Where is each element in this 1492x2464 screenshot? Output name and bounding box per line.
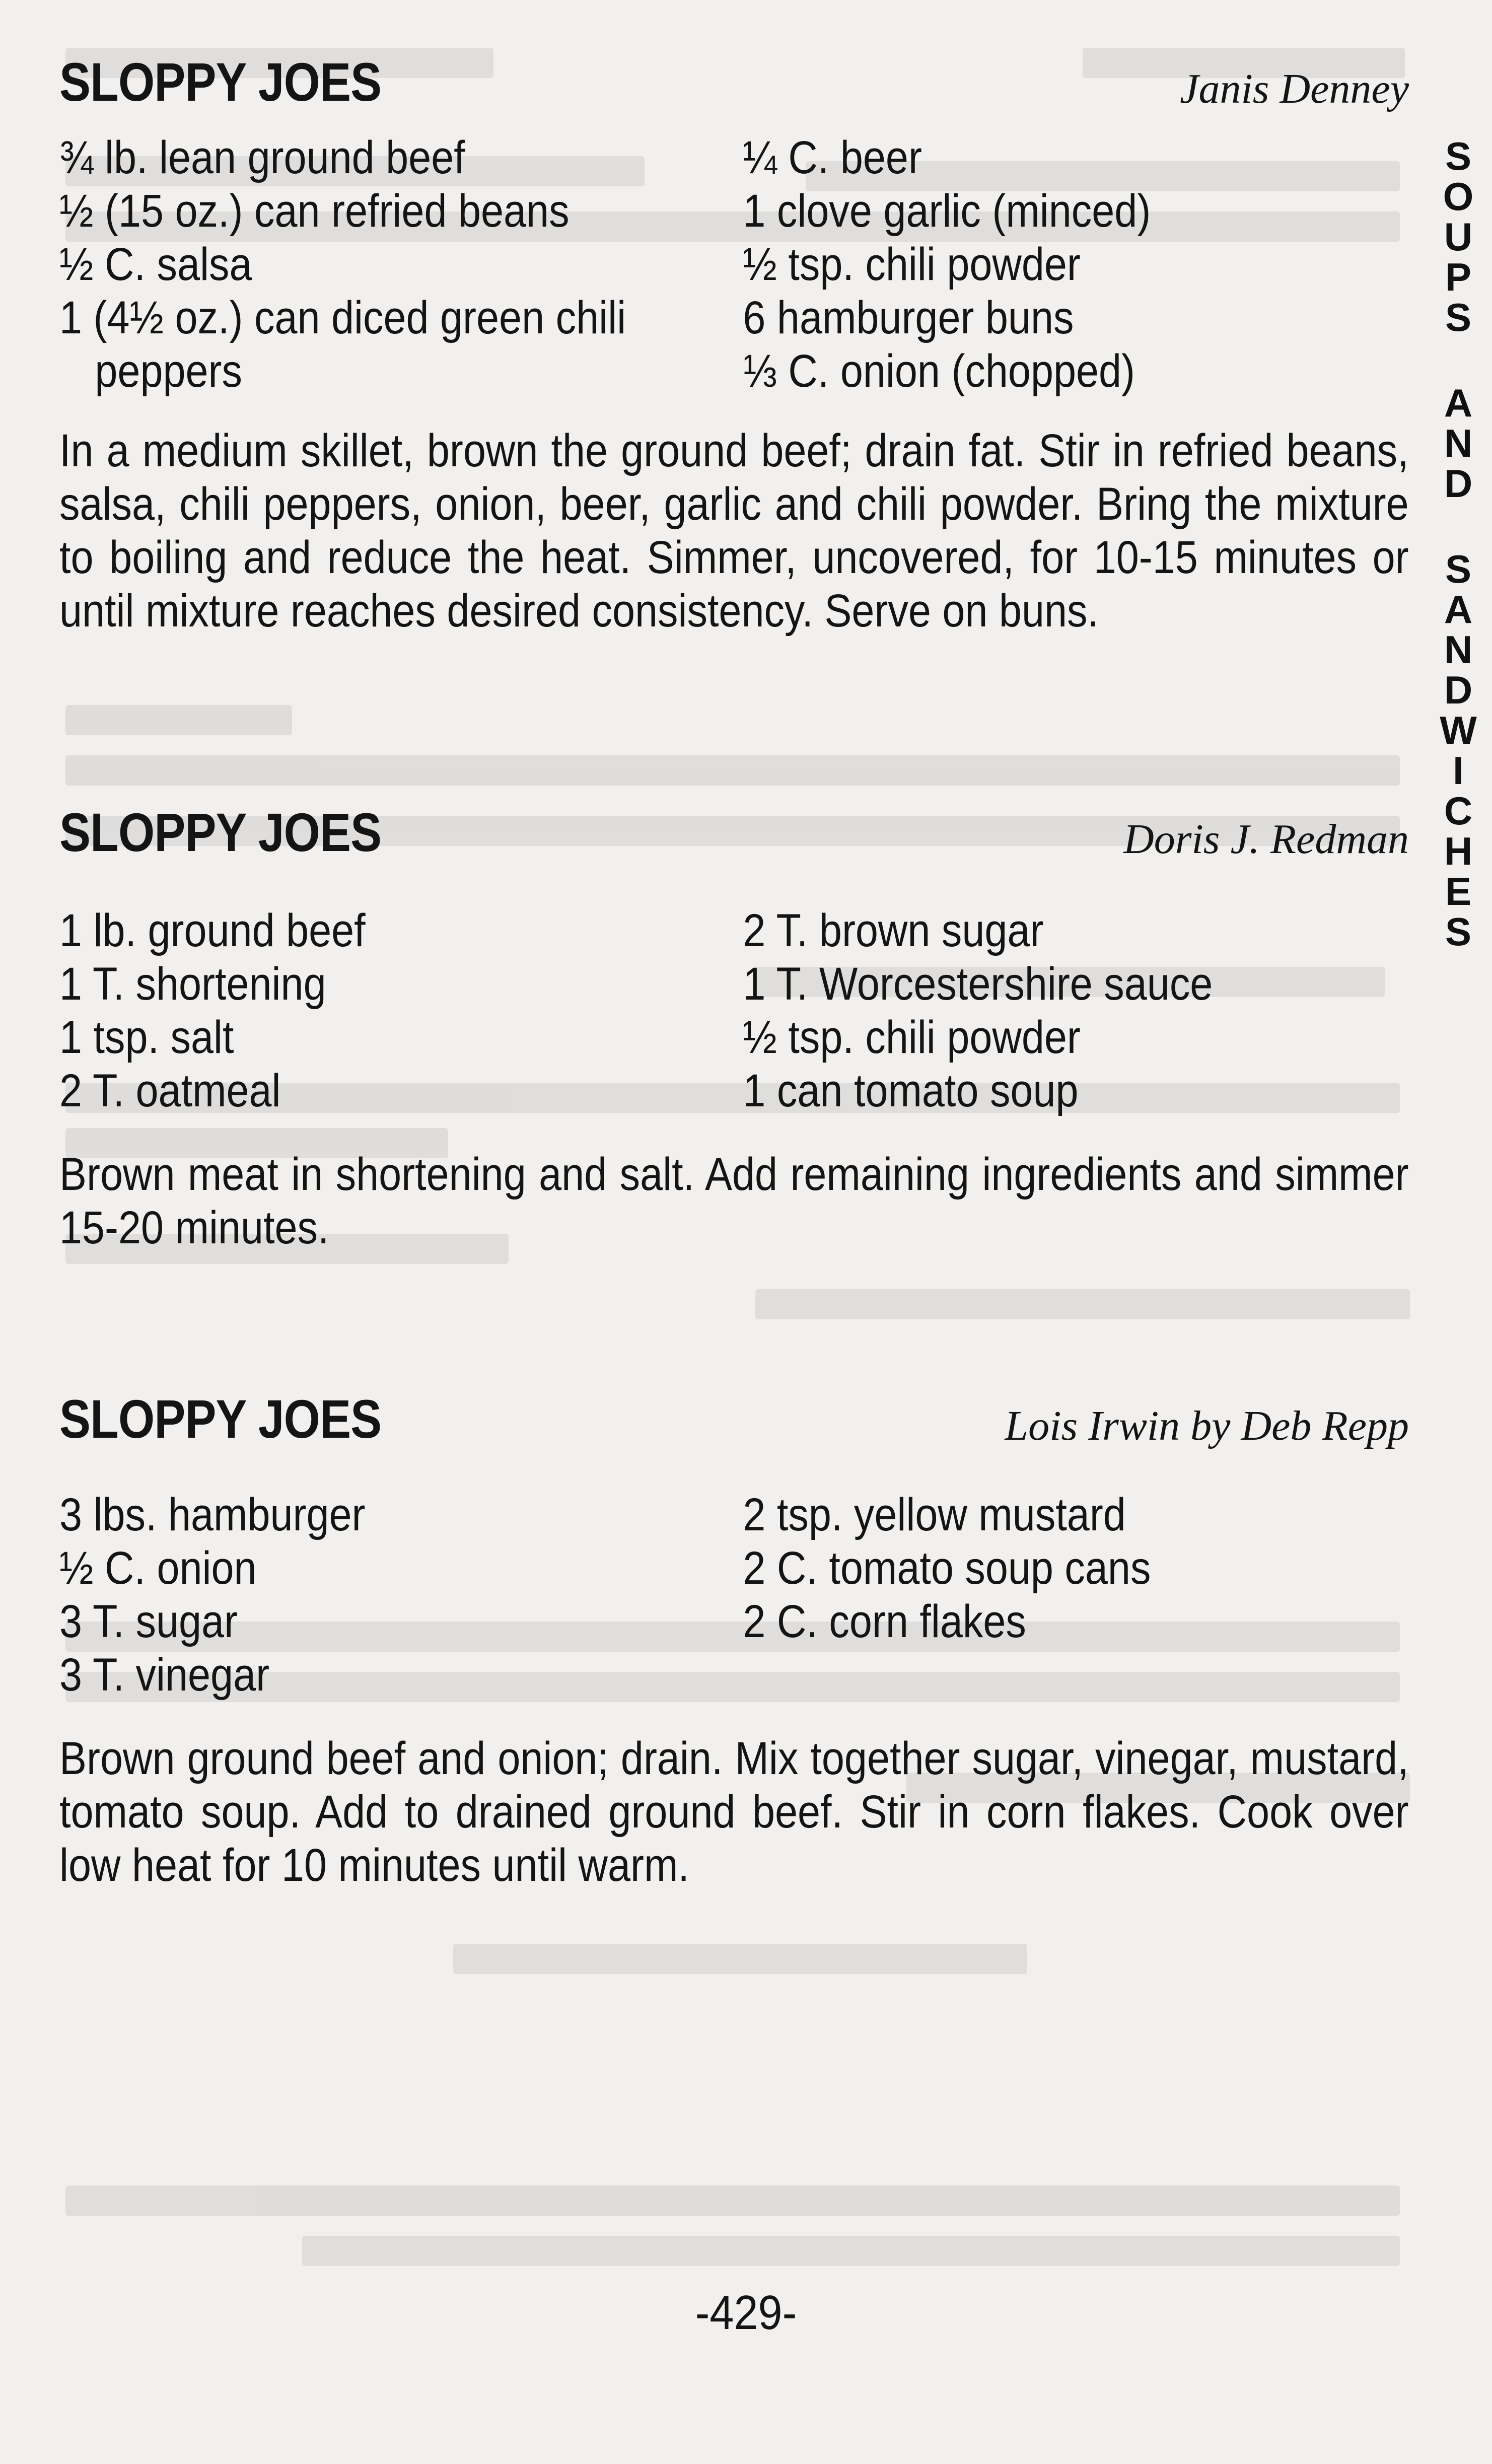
recipe-3 [59, 1387, 1409, 1938]
ingredient: ½ (15 oz.) can refried beans [59, 185, 570, 237]
section-tab-letter: N [1444, 627, 1473, 672]
section-tab-letter: D [1444, 668, 1473, 712]
page-number: -429- [695, 2286, 797, 2340]
ingredients-list [59, 904, 1409, 1117]
section-tab [1436, 136, 1481, 952]
ingredient: 1 T. shortening [59, 958, 326, 1010]
ingredient: 1 can tomato soup [743, 1065, 1079, 1116]
ingredients-column-right [743, 904, 1417, 1117]
section-tab-spacer [1436, 504, 1481, 549]
ingredients-list [59, 1488, 1409, 1702]
section-tab-letter: A [1444, 381, 1473, 425]
section-tab-letter: N [1444, 421, 1473, 465]
section-tab-letter: O [1443, 174, 1474, 219]
ingredient: ½ C. onion [59, 1542, 257, 1594]
section-tab-letter: E [1445, 869, 1472, 913]
ingredients-list [59, 131, 1409, 398]
ingredient: 3 lbs. hamburger [59, 1489, 366, 1540]
ingredient-continuation: peppers [95, 345, 242, 397]
ingredient: ⅓ C. onion (chopped) [743, 345, 1135, 397]
ingredient: 1 lb. ground beef [59, 905, 366, 956]
ingredient: 1 tsp. salt [59, 1012, 234, 1063]
ingredients-column-right [743, 131, 1417, 398]
section-tab-letter: S [1445, 909, 1472, 954]
ingredient: 1 T. Worcestershire sauce [743, 958, 1213, 1010]
recipe-directions: Brown meat in shortening and salt. Add remaining ingredients and simmer 15-20 minutes. [59, 1149, 1409, 1253]
recipe-title: SLOPPY JOES [59, 1388, 382, 1449]
ingredient: 3 T. sugar [59, 1596, 238, 1647]
section-tab-letter: C [1444, 789, 1473, 833]
section-tab-letter: S [1445, 134, 1472, 178]
recipe-author: Janis Denney [1180, 65, 1409, 112]
section-tab-letter: I [1453, 748, 1464, 793]
section-tab-letter: W [1440, 708, 1477, 752]
ingredients-column-left [59, 1488, 743, 1702]
recipe-title: SLOPPY JOES [59, 51, 382, 112]
ingredient [59, 291, 734, 398]
section-tab-letter: S [1445, 547, 1472, 591]
recipe-title: SLOPPY JOES [59, 802, 382, 863]
ingredient: ½ C. salsa [59, 239, 252, 290]
ingredient: ½ tsp. chili powder [743, 1012, 1081, 1063]
ingredient: 2 C. tomato soup cans [743, 1542, 1151, 1594]
section-tab-letter: S [1445, 295, 1472, 339]
section-tab-letter: H [1444, 829, 1473, 873]
ingredients-column-left [59, 904, 743, 1117]
recipe-header [59, 1387, 1409, 1488]
recipe-1 [59, 50, 1409, 684]
ingredient: ½ tsp. chili powder [743, 239, 1081, 290]
ingredient: 2 C. corn flakes [743, 1596, 1026, 1647]
ingredient: 3 T. vinegar [59, 1649, 270, 1701]
ingredient: ¾ lb. lean ground beef [59, 132, 465, 183]
ingredient: 2 tsp. yellow mustard [743, 1489, 1126, 1540]
recipe-header [59, 50, 1409, 131]
section-tab-letter: U [1444, 215, 1473, 259]
recipe-directions: Brown ground beef and onion; drain. Mix together sugar, vinegar, mustard, tomato soup. Add to drained ground beef. Stir in corn flakes. Cook over low heat for 10 minutes until warm. [59, 1733, 1409, 1891]
ingredient-text: 1 (4½ oz.) can diced green chili [59, 292, 626, 343]
ingredient: 6 hamburger buns [743, 292, 1074, 343]
section-tab-letter: P [1445, 255, 1472, 299]
recipe-author: Lois Irwin by Deb Repp [1005, 1402, 1409, 1449]
ingredient: 2 T. brown sugar [743, 905, 1044, 956]
section-tab-spacer [1436, 337, 1481, 383]
recipe-2 [59, 801, 1409, 1301]
ingredients-column-left [59, 131, 743, 398]
section-tab-letter: A [1444, 587, 1473, 631]
ingredient: 2 T. oatmeal [59, 1065, 281, 1116]
recipe-author: Doris J. Redman [1123, 816, 1409, 863]
ingredients-column-right [743, 1488, 1417, 1702]
recipe-directions: In a medium skillet, brown the ground beef; drain fat. Stir in refried beans, salsa, chili peppers, onion, beer, garlic and chili powder. Bring the mixture to boiling and reduce the heat. Simmer, uncovered, for 10-15 minutes or until mixture reaches desired consistency. Serve on buns. [59, 425, 1409, 637]
recipe-header [59, 801, 1409, 904]
ingredient: 1 clove garlic (minced) [743, 185, 1151, 237]
section-tab-letter: D [1444, 461, 1473, 506]
ingredient: ¼ C. beer [743, 132, 922, 183]
